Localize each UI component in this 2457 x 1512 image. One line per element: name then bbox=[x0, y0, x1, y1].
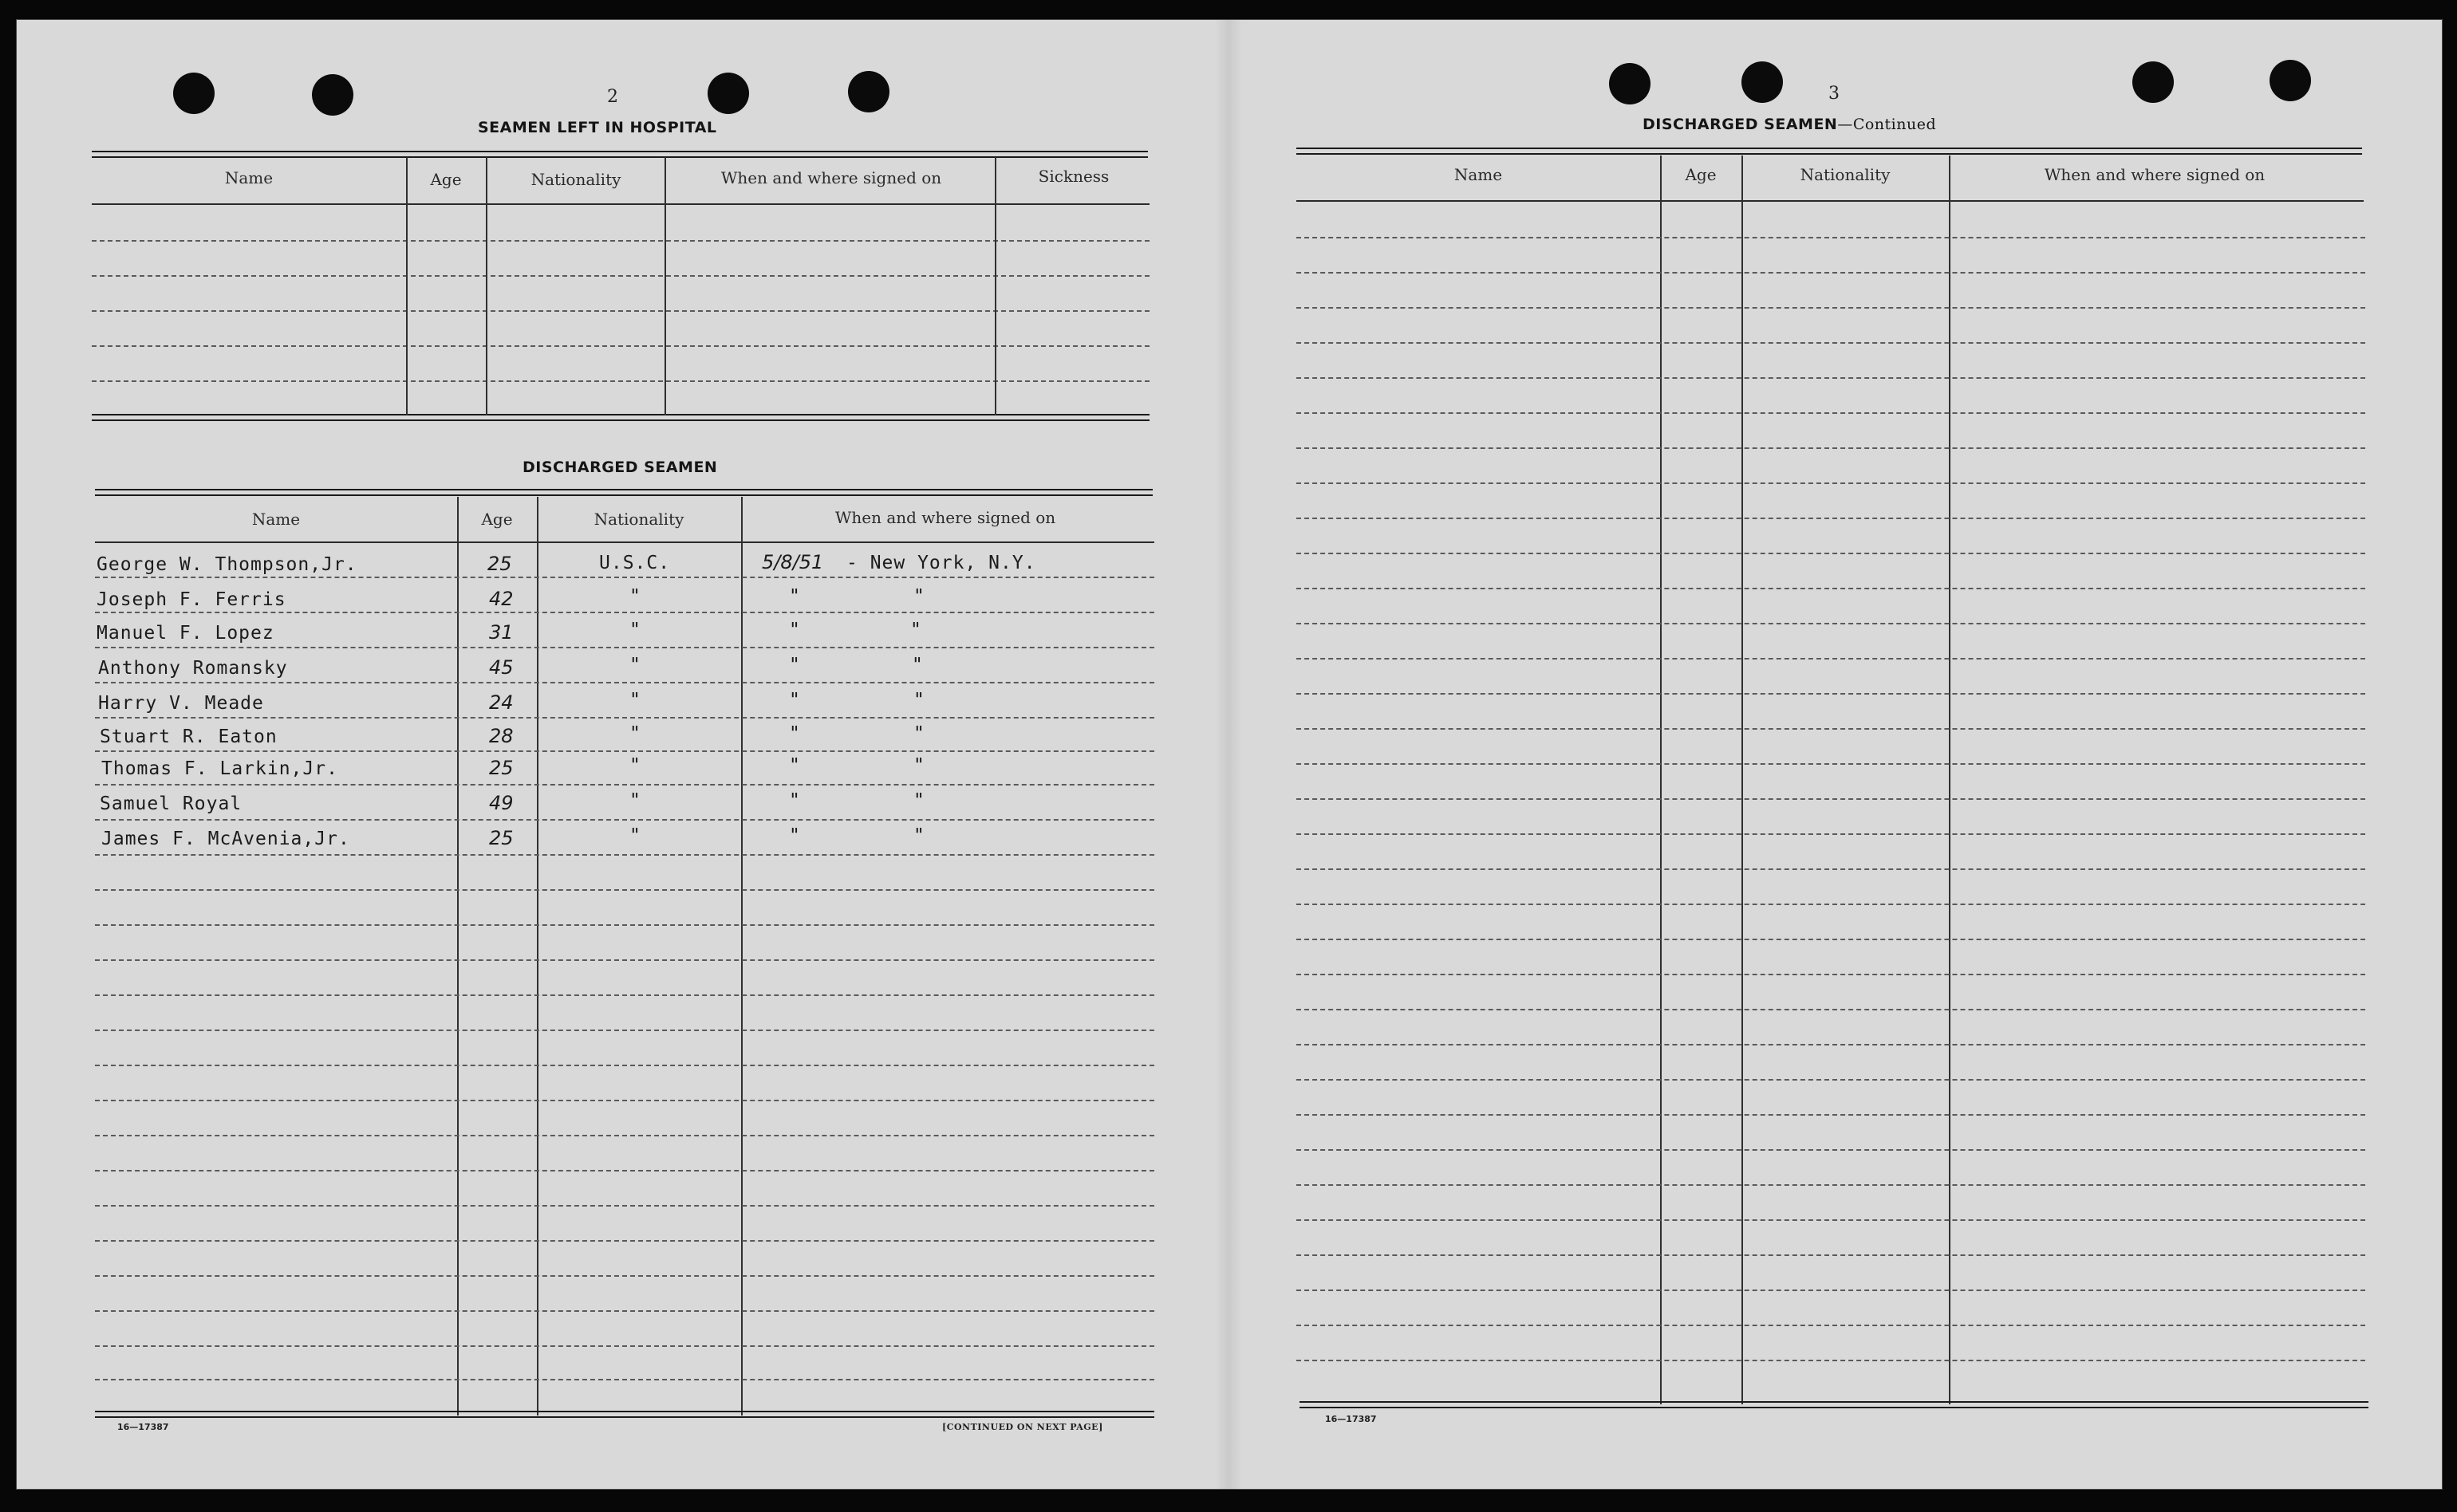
seaman-name: Stuart R. Eaton bbox=[100, 726, 278, 747]
right-row-rule bbox=[1296, 798, 2365, 800]
seaman-signed-place: " bbox=[913, 790, 925, 811]
seaman-name: Samuel Royal bbox=[100, 793, 243, 814]
hospital-row-rule bbox=[92, 240, 1150, 242]
discharged-row-rule bbox=[95, 1100, 1154, 1101]
discharged-table-top-rule bbox=[95, 489, 1153, 496]
discharged-continued-title-text: DISCHARGED SEAMEN bbox=[1643, 116, 1838, 133]
page-fold bbox=[1215, 20, 1242, 1489]
right-row-rule bbox=[1296, 623, 2365, 624]
punch-hole bbox=[708, 73, 749, 114]
seaman-nationality: " bbox=[629, 586, 641, 607]
seaman-name: Manuel F. Lopez bbox=[97, 623, 274, 644]
right-table-bottom-rule bbox=[1299, 1401, 2368, 1408]
discharged-row-rule bbox=[95, 647, 1154, 648]
continued-suffix: —Continued bbox=[1837, 116, 1937, 133]
right-col-signed-on: When and where signed on bbox=[2044, 165, 2266, 184]
seaman-name: Anthony Romansky bbox=[98, 658, 288, 679]
right-row-rule bbox=[1296, 272, 2365, 274]
page-number-right: 3 bbox=[1828, 84, 1840, 104]
seaman-signed-date: " bbox=[789, 755, 801, 776]
right-row-rule bbox=[1296, 342, 2365, 344]
right-row-rule bbox=[1296, 974, 2365, 975]
seaman-signed-place: " bbox=[913, 723, 925, 744]
seaman-name: James F. McAvenia,Jr. bbox=[101, 829, 350, 849]
seaman-nationality: " bbox=[629, 690, 641, 711]
seaman-signed-place: " bbox=[913, 755, 925, 776]
discharged-row-rule bbox=[95, 994, 1154, 996]
discharged-col-nationality: Nationality bbox=[594, 510, 684, 529]
right-row-rule bbox=[1296, 482, 2365, 484]
seaman-age: 31 bbox=[489, 621, 514, 644]
hospital-col-sickness: Sickness bbox=[1038, 167, 1110, 186]
discharged-row-rule bbox=[95, 924, 1154, 926]
seaman-signed-date: " bbox=[789, 620, 801, 640]
seaman-age: 42 bbox=[489, 588, 514, 610]
seaman-signed-date: " bbox=[789, 825, 801, 846]
right-col-age: Age bbox=[1685, 165, 1717, 184]
right-row-rule bbox=[1296, 1360, 2365, 1361]
continued-note: [CONTINUED ON NEXT PAGE] bbox=[942, 1422, 1103, 1432]
punch-hole bbox=[2270, 60, 2311, 101]
discharged-row-rule bbox=[95, 612, 1154, 613]
punch-hole bbox=[312, 74, 353, 116]
seaman-signed-date: " bbox=[789, 655, 801, 675]
seaman-signed-place: " bbox=[913, 825, 925, 846]
discharged-section-title: DISCHARGED SEAMEN bbox=[523, 459, 718, 476]
right-row-rule bbox=[1296, 1079, 2365, 1081]
discharged-row-rule bbox=[95, 1135, 1154, 1136]
seaman-nationality: " bbox=[629, 723, 641, 744]
punch-hole bbox=[1609, 63, 1650, 104]
discharged-row-rule bbox=[95, 1065, 1154, 1066]
discharged-row-rule bbox=[95, 959, 1154, 961]
hospital-header-rule bbox=[92, 203, 1150, 205]
right-row-rule bbox=[1296, 833, 2365, 835]
right-row-rule bbox=[1296, 904, 2365, 905]
discharged-row-rule bbox=[95, 1345, 1154, 1347]
hospital-row-rule bbox=[92, 380, 1150, 382]
discharged-row-rule bbox=[95, 1379, 1154, 1380]
right-row-rule bbox=[1296, 518, 2365, 519]
discharged-row-rule bbox=[95, 577, 1154, 578]
seaman-age: 25 bbox=[489, 757, 514, 779]
punch-hole bbox=[2132, 61, 2174, 103]
seaman-signed-place: - New York, N.Y. bbox=[846, 553, 1036, 573]
discharged-continued-title bbox=[1643, 116, 1936, 133]
right-row-rule bbox=[1296, 1219, 2365, 1221]
seaman-age: 28 bbox=[489, 725, 514, 747]
seaman-nationality: " bbox=[629, 790, 641, 811]
seaman-nationality: " bbox=[629, 825, 641, 846]
seaman-signed-place: " bbox=[913, 586, 925, 607]
right-row-rule bbox=[1296, 939, 2365, 940]
right-row-rule bbox=[1296, 307, 2365, 309]
seaman-age: 45 bbox=[489, 656, 514, 679]
discharged-row-rule bbox=[95, 1030, 1154, 1031]
right-row-rule bbox=[1296, 412, 2365, 414]
seaman-nationality: " bbox=[629, 655, 641, 675]
right-row-rule bbox=[1296, 447, 2365, 449]
right-col-name: Name bbox=[1453, 165, 1503, 184]
right-row-rule bbox=[1296, 1184, 2365, 1186]
seaman-signed-place: " bbox=[913, 690, 925, 711]
right-col-nationality: Nationality bbox=[1800, 165, 1891, 184]
discharged-row-rule bbox=[95, 889, 1154, 891]
seaman-age: 25 bbox=[489, 827, 514, 849]
seaman-signed-date: " bbox=[789, 723, 801, 744]
seaman-signed-date: " bbox=[789, 690, 801, 711]
form-number-left: 16—17387 bbox=[117, 1422, 169, 1432]
right-row-rule bbox=[1296, 1044, 2365, 1045]
right-row-rule bbox=[1296, 763, 2365, 765]
hospital-col-divider bbox=[406, 157, 408, 415]
seaman-name: Joseph F. Ferris bbox=[97, 589, 286, 610]
discharged-row-rule bbox=[95, 717, 1154, 719]
right-row-rule bbox=[1296, 1290, 2365, 1291]
right-row-rule bbox=[1296, 1254, 2365, 1256]
page-number-left: 2 bbox=[607, 87, 618, 107]
hospital-row-rule bbox=[92, 310, 1150, 312]
seaman-signed-date: " bbox=[789, 790, 801, 811]
discharged-row-rule bbox=[95, 1170, 1154, 1171]
discharged-col-divider bbox=[741, 497, 743, 1416]
hospital-table-top-rule bbox=[92, 151, 1148, 158]
right-row-rule bbox=[1296, 588, 2365, 589]
hospital-col-signed-on: When and where signed on bbox=[720, 168, 942, 187]
discharged-row-rule bbox=[95, 1205, 1154, 1207]
seaman-signed-date: 5/8/51 bbox=[762, 551, 824, 573]
seaman-age: 49 bbox=[489, 792, 514, 814]
hospital-col-divider bbox=[486, 157, 487, 415]
seaman-signed-place: " bbox=[912, 655, 924, 675]
discharged-row-rule bbox=[95, 854, 1154, 856]
right-row-rule bbox=[1296, 868, 2365, 870]
discharged-row-rule bbox=[95, 1275, 1154, 1277]
discharged-row-rule bbox=[95, 750, 1154, 752]
right-row-rule bbox=[1296, 1009, 2365, 1010]
right-row-rule bbox=[1296, 1114, 2365, 1116]
discharged-col-divider bbox=[457, 497, 459, 1416]
hospital-col-age: Age bbox=[430, 170, 462, 189]
right-row-rule bbox=[1296, 728, 2365, 730]
punch-hole bbox=[173, 73, 215, 114]
seaman-signed-date: " bbox=[789, 586, 801, 607]
discharged-header-rule bbox=[95, 541, 1154, 543]
hospital-col-name: Name bbox=[224, 168, 274, 187]
seaman-age: 24 bbox=[489, 691, 514, 714]
right-row-rule bbox=[1296, 377, 2365, 379]
discharged-col-divider bbox=[537, 497, 538, 1416]
seaman-name: Harry V. Meade bbox=[98, 693, 264, 714]
hospital-col-divider bbox=[995, 157, 996, 415]
hospital-row-rule bbox=[92, 275, 1150, 277]
right-header-rule bbox=[1296, 200, 2364, 202]
hospital-table-bottom-rule bbox=[92, 414, 1150, 421]
punch-hole bbox=[1741, 61, 1783, 103]
discharged-row-rule bbox=[95, 784, 1154, 786]
right-row-rule bbox=[1296, 693, 2365, 695]
hospital-row-rule bbox=[92, 345, 1150, 347]
right-table-top-rule bbox=[1296, 148, 2362, 155]
seaman-name: George W. Thompson,Jr. bbox=[97, 554, 357, 575]
hospital-col-divider bbox=[665, 157, 666, 415]
right-row-rule bbox=[1296, 1325, 2365, 1326]
hospital-section-title: SEAMEN LEFT IN HOSPITAL bbox=[478, 119, 717, 136]
seaman-nationality: " bbox=[629, 620, 641, 640]
discharged-row-rule bbox=[95, 1310, 1154, 1312]
seaman-age: 25 bbox=[487, 553, 512, 575]
seaman-signed-place: " bbox=[910, 620, 922, 640]
right-row-rule bbox=[1296, 553, 2365, 554]
right-row-rule bbox=[1296, 237, 2365, 238]
right-row-rule bbox=[1296, 1149, 2365, 1151]
form-number-right: 16—17387 bbox=[1325, 1414, 1377, 1424]
discharged-row-rule bbox=[95, 682, 1154, 683]
right-row-rule bbox=[1296, 658, 2365, 660]
discharged-table-bottom-rule bbox=[95, 1411, 1154, 1418]
discharged-col-name: Name bbox=[251, 510, 301, 529]
seaman-nationality: " bbox=[629, 755, 641, 776]
document-sheet bbox=[16, 19, 2443, 1490]
discharged-row-rule bbox=[95, 1240, 1154, 1242]
seaman-nationality: U.S.C. bbox=[599, 553, 671, 573]
discharged-row-rule bbox=[95, 819, 1154, 821]
hospital-col-nationality: Nationality bbox=[530, 170, 621, 189]
seaman-name: Thomas F. Larkin,Jr. bbox=[101, 758, 338, 779]
discharged-col-signed-on: When and where signed on bbox=[834, 508, 1056, 527]
punch-hole bbox=[848, 71, 889, 112]
discharged-col-age: Age bbox=[481, 510, 513, 529]
